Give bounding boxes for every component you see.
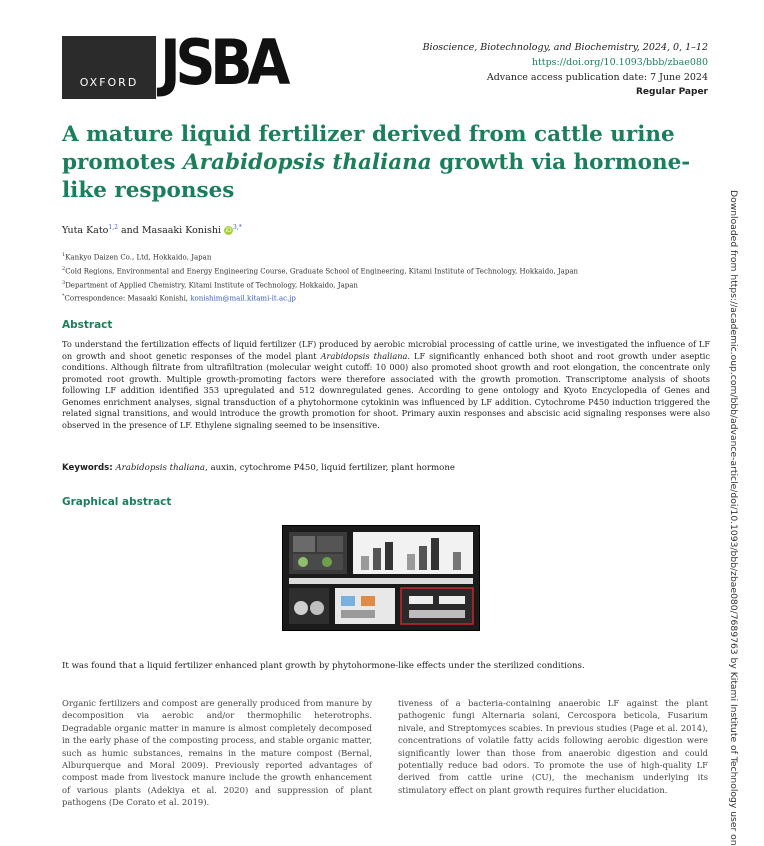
affiliations [62, 250, 702, 305]
jsba-logo [160, 26, 286, 99]
affiliation-item: $^3$Department of Applied Chemistry, Kitami Institute of Technology, Hokkaido, Japan [62, 279, 358, 289]
keywords-label: Keywords: [62, 463, 113, 473]
author-name: Yuta Kato [62, 225, 109, 237]
keyword-list: , auxin, cytochrome P450, liquid fertilizer, plant hormone [205, 463, 455, 473]
download-watermark: Downloaded from https://academic.oup.com/bbb/advance-article/doi/10.1093/bbb/zbae080/7689763 by Kitami Institute of Technology user on [728, 190, 739, 846]
graphical-abstract-image [282, 525, 480, 631]
affiliation-item: $^1$Kankyo Daizen Co., Ltd, Hokkaido, Japan [62, 252, 212, 262]
author-name: Masaaki Konishi [141, 225, 221, 237]
paper-type: Regular Paper [635, 87, 708, 97]
journal-citation: Bioscience, Biotechnology, and Biochemistry, 2024, 0, 1–12 [422, 42, 708, 53]
abstract-text: To understand the fertilization effects of liquid fertilizer (LF) produced by aerobic microbial processing of cattle urine, we investigated the influence of LF on growth and shoot genetic responses of the model plant Arabidopsis thaliana. LF significantly enhanced both shoot and root growth under aseptic conditions. Although filtrate from ultrafiltration (molecular weight cutoff: 10 000) also promoted shoot growth and root elongation, the concentrate only promoted root growth. Multiple growth-promoting factors were therefore associated with the growth promotion. Transcriptome analysis of shoots following LF addition identified 353 upregulated and 512 downregulated genes. According to gene ontology and Kyoto Encyclopedia of Genes and Genomes enrichment analyses, signal transduction of a phytohormone cytokinin was influenced by LF addition. Cytochrome P450 induction triggered the related signal transitions, and would introduce the growth promotion for shoot. Primary auxin responses and abscisic acid signaling responses were also observed in the presence of LF. Ethylene signaling seemed to be insensitive. [62, 339, 710, 430]
correspondence: *Correspondence: Masaaki Konishi, konishim@mail.kitami-it.ac.jp [62, 293, 296, 303]
author-affiliation-marker: 1,2 [108, 224, 118, 231]
email-link[interactable]: konishim@mail.kitami-it.ac.jp [190, 294, 296, 303]
author-affiliation-marker: 3,* [233, 224, 242, 231]
abstract-heading: Abstract [62, 319, 113, 331]
title-species: Arabidopsis thaliana [183, 150, 432, 175]
keywords [62, 463, 455, 473]
keyword-species: Arabidopsis thaliana [115, 463, 206, 473]
doi-link[interactable]: https://doi.org/10.1093/bbb/zbae080 [531, 57, 708, 68]
body-column-left: Organic fertilizers and compost are generally produced from manure by decomposition via aerobic and/or thermophilic heterotrophs. Degradable organic matter in manure is almost completely decomposed in the early phase of the composting process, and stable organic matter, such as humic substances, remains in the mature compost (Bernal, Alburquerque and Moral 2009). Previously reported advantages of compost made from livestock manure include the growth enhancement of various plants (Adekiya et al. 2020) and suppression of plant pathogens (De Corato et al. 2019). [62, 698, 372, 808]
jsba-logo-text: JSBA [160, 26, 286, 99]
advance-access-date: Advance access publication date: 7 June 2024 [486, 72, 708, 83]
author-conjunction: and [117, 225, 142, 237]
journal-header [423, 40, 708, 100]
orcid-icon[interactable]: iD [225, 227, 232, 235]
author-list [62, 224, 242, 236]
body-column-right: tiveness of a bacteria-containing anaerobic LF against the plant pathogenic fungi Alternaria solani, Cercospora beticola, Fusarium nivale, and Streptomyces scabies. In previous studies (Page et al. 2014), concentrations of volatile fatty acids following aerobic digestion were significantly lower than those from anaerobic digestion and could potentially reduce bad odors. To promote the use of high-quality LF derived from cattle urine (CU), the mechanism underlying its stimulatory effect on plant growth requires further elucidation. [398, 698, 708, 795]
graphical-abstract-caption: It was found that a liquid fertilizer enhanced plant growth by phytohormone-like effects under the sterilized conditions. [62, 661, 585, 671]
paper-title [62, 121, 702, 205]
title-part-1: A mature liquid fertilizer derived from cattle urine promotes [62, 122, 675, 175]
title-part-2: growth via hormone-like responses [62, 150, 691, 203]
oxford-logo [62, 36, 156, 99]
affiliation-item: $^2$Cold Regions, Environmental and Energy Engineering Course, Graduate School of Engineering, Kitami Institute of Technology, Hokkaido, Japan [62, 265, 579, 276]
oxford-logo-text: OXFORD [79, 76, 139, 89]
graphical-abstract-heading: Graphical abstract [62, 496, 172, 508]
graphical-abstract-illustration [283, 526, 479, 630]
